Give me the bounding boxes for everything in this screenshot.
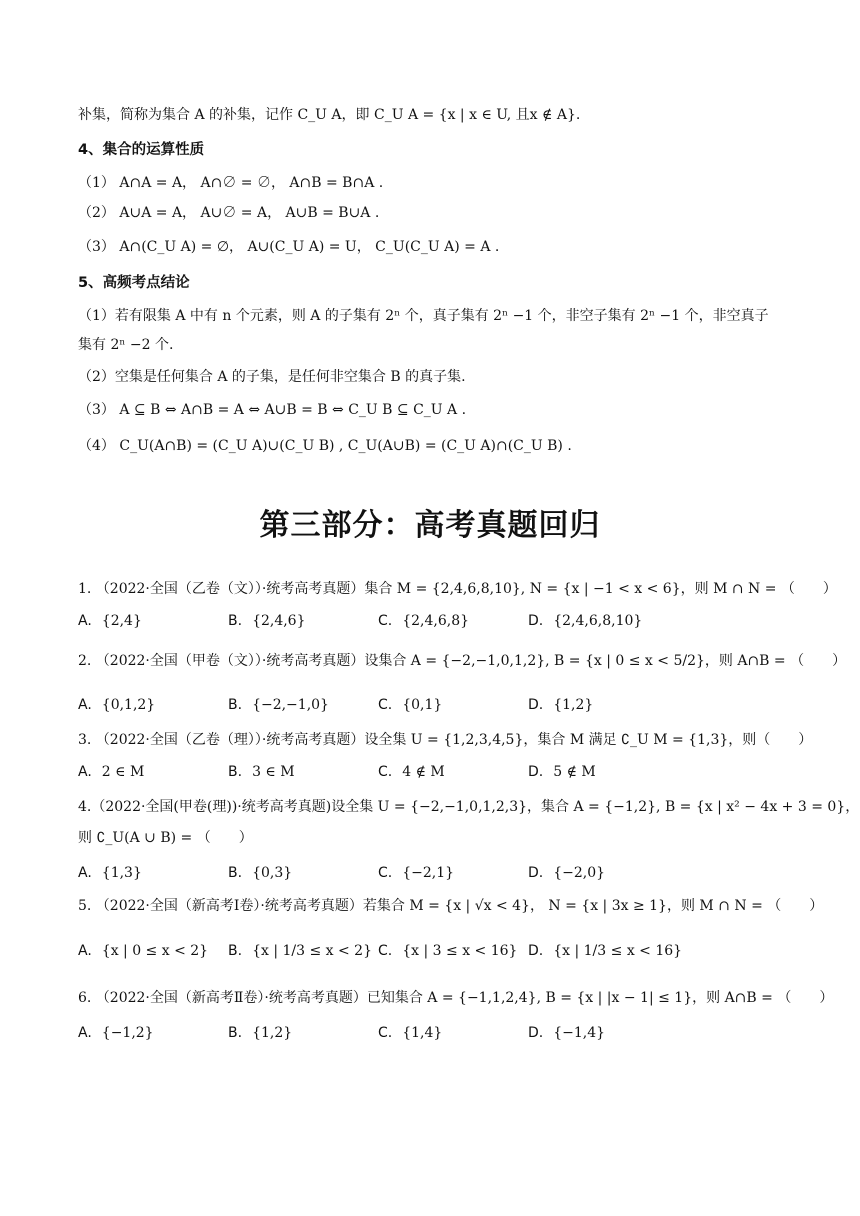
section-4-heading: 4、集合的运算性质 <box>78 142 205 158</box>
section-5-item-4: （4） C_U(A∩B) = (C_U A)∪(C_U B) , C_U(A∪B) = (C_U A)∩(C_U B) . <box>78 438 572 454</box>
option-c[interactable]: C. 4 ∉ M <box>378 764 445 780</box>
question-5-options <box>78 940 800 964</box>
option-c[interactable]: C. {−2,1} <box>378 865 455 881</box>
question-4-stem: 4.（2022·全国(甲卷(理))·统考高考真题)设全集 U = {−2,−1,0,1,2,3}，集合 A = {−1,2}, B = {x | x² − 4x + 3 = 0}， <box>78 799 860 815</box>
option-b[interactable]: B. {−2,−1,0} <box>228 697 329 713</box>
question-3-options <box>78 761 800 785</box>
option-b[interactable]: B. {2,4,6} <box>228 613 306 629</box>
option-b[interactable]: B. {1,2} <box>228 1025 293 1041</box>
section-4-item-3: （3） A∩(C_U A) = ∅， A∪(C_U A) = U， C_U(C_U A) = A . <box>78 239 500 255</box>
question-4-stem-cont: 则 ∁_U(A ∪ B) = （ ） <box>78 830 253 846</box>
question-2-options <box>78 694 800 718</box>
option-d[interactable]: D. 5 ∉ M <box>528 764 596 780</box>
option-b[interactable]: B. {0,3} <box>228 865 293 881</box>
option-a[interactable]: A. {0,1,2} <box>78 697 156 713</box>
option-a[interactable]: A. {2,4} <box>78 613 142 629</box>
section-5-item-1b: 集有 2ⁿ −2 个. <box>78 337 174 353</box>
option-b[interactable]: B. 3 ∈ M <box>228 764 295 780</box>
question-1-stem: 1. （2022·全国（乙卷（文））·统考高考真题）集合 M = {2,4,6,8,10}, N = {x | −1 < x < 6}，则 M ∩ N = （ ） <box>78 581 837 597</box>
section-5-item-1a: （1）若有限集 A 中有 n 个元素，则 A 的子集有 2ⁿ 个，真子集有 2ⁿ −1 个，非空子集有 2ⁿ −1 个，非空真子 <box>78 308 769 324</box>
question-6-options <box>78 1022 800 1046</box>
option-a[interactable]: A. {−1,2} <box>78 1025 154 1041</box>
option-c[interactable]: C. {x | 3 ≤ x < 16} <box>378 943 518 959</box>
question-1-options <box>78 610 800 634</box>
section-5-item-3: （3） A ⊆ B ⇔ A∩B = A ⇔ A∪B = B ⇔ C_U B ⊆ C_U A . <box>78 402 467 418</box>
section-5-heading: 5、高频考点结论 <box>78 275 190 291</box>
option-d[interactable]: D. {−2,0} <box>528 865 606 881</box>
option-c[interactable]: C. {1,4} <box>378 1025 443 1041</box>
part-three-title: 第三部分：高考真题回归 <box>259 508 601 543</box>
option-a[interactable]: A. 2 ∈ M <box>78 764 145 780</box>
complement-definition-line: 补集，简称为集合 A 的补集，记作 C_U A，即 C_U A = {x | x ∈ U, 且x ∉ A}. <box>78 107 581 123</box>
question-2-stem: 2. （2022·全国（甲卷（文））·统考高考真题）设集合 A = {−2,−1,0,1,2}, B = {x | 0 ≤ x < 5/2}，则 A∩B = （ ） <box>78 653 847 669</box>
option-d[interactable]: D. {2,4,6,8,10} <box>528 613 643 629</box>
question-3-stem: 3. （2022·全国（乙卷（理））·统考高考真题）设全集 U = {1,2,3,4,5}，集合 M 满足 ∁_U M = {1,3}，则（ ） <box>78 732 813 748</box>
section-5-item-2: （2）空集是任何集合 A 的子集，是任何非空集合 B 的真子集. <box>78 369 466 385</box>
option-d[interactable]: D. {1,2} <box>528 697 594 713</box>
option-c[interactable]: C. {0,1} <box>378 697 443 713</box>
option-a[interactable]: A. {1,3} <box>78 865 142 881</box>
question-5-stem: 5. （2022·全国（新高考Ⅰ卷）·统考高考真题）若集合 M = {x | √x < 4}， N = {x | 3x ≥ 1}，则 M ∩ N = （ ） <box>78 898 824 914</box>
option-b[interactable]: B. {x | 1/3 ≤ x < 2} <box>228 943 372 959</box>
question-6-stem: 6. （2022·全国（新高考Ⅱ卷）·统考高考真题）已知集合 A = {−1,1,2,4}, B = {x | |x − 1| ≤ 1}，则 A∩B = （ ） <box>78 990 834 1006</box>
option-a[interactable]: A. {x | 0 ≤ x < 2} <box>78 943 209 959</box>
section-4-item-1: （1） A∩A = A， A∩∅ = ∅， A∩B = B∩A . <box>78 175 384 191</box>
option-c[interactable]: C. {2,4,6,8} <box>378 613 470 629</box>
question-4-options <box>78 862 800 886</box>
option-d[interactable]: D. {x | 1/3 ≤ x < 16} <box>528 943 683 959</box>
section-4-item-2: （2） A∪A = A， A∪∅ = A， A∪B = B∪A . <box>78 205 380 221</box>
option-d[interactable]: D. {−1,4} <box>528 1025 606 1041</box>
